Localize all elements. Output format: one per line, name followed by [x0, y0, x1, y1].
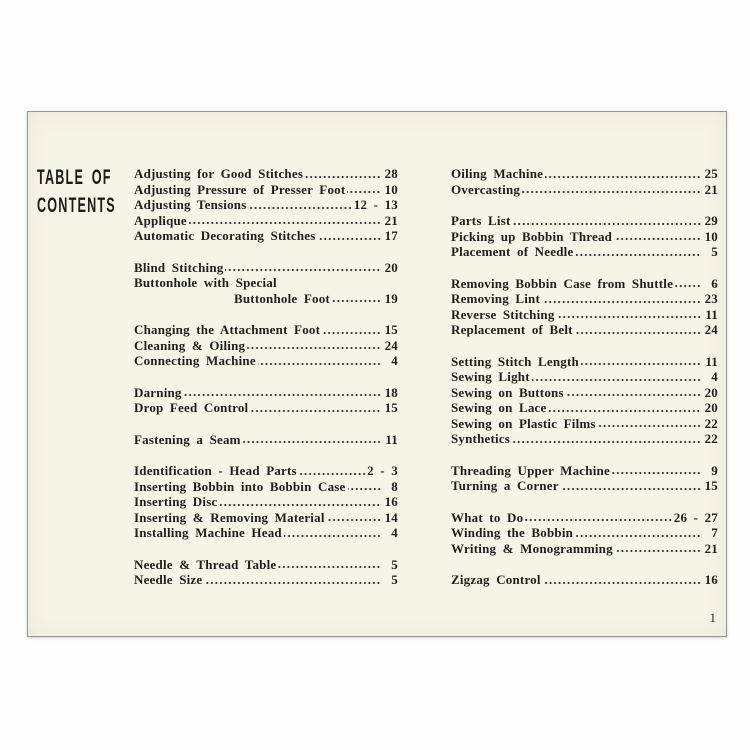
- toc-column-right: [451, 166, 718, 588]
- dot-leader: [348, 487, 382, 491]
- toc-entry-title: Blind Stitching: [134, 259, 224, 275]
- toc-entry-page: 16: [384, 494, 398, 509]
- dot-leader: [299, 472, 366, 476]
- toc-entry: [451, 213, 718, 229]
- toc-group: [134, 385, 398, 416]
- toc-entry: [451, 354, 718, 370]
- toc-entry-title: Threading Upper Machine: [451, 462, 610, 478]
- toc-entry-title: Reverse Stitching: [451, 306, 555, 322]
- toc-entry-title: Fastening a Seam: [134, 431, 241, 447]
- toc-entry-page: 5: [391, 556, 398, 572]
- dot-leader: [575, 331, 701, 335]
- dot-leader: [525, 518, 672, 522]
- toc-entry-page: 20: [704, 384, 718, 400]
- toc-entry-title: Overcasting: [451, 181, 521, 197]
- toc-entry-title: Turning a Corner: [451, 478, 559, 493]
- toc-entry: [451, 166, 718, 182]
- toc-entry-title: Buttonhole with Special: [134, 275, 277, 290]
- page-number: 1: [709, 610, 716, 625]
- toc-entry-page: 14: [384, 509, 398, 525]
- toc-entry-title: Sewing Light: [451, 369, 530, 384]
- toc-entry-title: Inserting Bobbin into Bobbin Case: [134, 478, 346, 494]
- dot-leader: [347, 190, 381, 194]
- toc-entry: [134, 572, 398, 588]
- toc-entry-title: Changing the Attachment Foot: [134, 322, 321, 337]
- toc-entry: [134, 385, 398, 401]
- dot-leader: [250, 409, 381, 413]
- toc-entry-page: 11: [385, 431, 398, 447]
- toc-entry-title: Adjusting for Good Stitches: [134, 166, 304, 181]
- toc-entry: [134, 432, 398, 448]
- dot-leader: [513, 222, 701, 226]
- toc-entry-title: Oiling Machine: [451, 166, 544, 181]
- toc-entry-title: What to Do: [451, 509, 524, 525]
- toc-entry-page: 20: [704, 400, 718, 415]
- dot-leader: [322, 331, 381, 335]
- toc-entry-title: Automatic Decorating Stitches: [134, 228, 316, 243]
- toc-entry: [134, 197, 398, 213]
- toc-group: [451, 354, 718, 447]
- toc-group: [451, 166, 718, 197]
- toc-entry-title: Placement of Needle: [451, 244, 574, 259]
- toc-entry-page: 26 - 27: [673, 509, 718, 525]
- dot-leader: [615, 549, 701, 553]
- dot-leader: [675, 284, 701, 288]
- toc-entry-page: 9: [711, 462, 718, 478]
- toc-entry: [451, 369, 718, 385]
- toc-entry-page: 5: [391, 572, 398, 587]
- toc-group: [451, 276, 718, 338]
- toc-entry-title: Connecting Machine: [134, 353, 256, 368]
- toc-entry-title: Setting Stitch Length: [451, 353, 579, 369]
- toc-entry: [451, 322, 718, 338]
- dot-leader: [189, 221, 381, 225]
- toc-entry-page: 28: [384, 166, 398, 181]
- toc-entry-page: 21: [384, 212, 398, 228]
- toc-entry-title: Synthetics: [451, 431, 511, 446]
- toc-group: [451, 213, 718, 260]
- dot-leader: [184, 393, 381, 397]
- toc-entry-title: Zigzag Control: [451, 572, 541, 587]
- toc-entry-page: 10: [704, 228, 718, 244]
- toc-entry-title: Inserting & Removing Material: [134, 509, 325, 525]
- toc-entry-page: 23: [704, 291, 718, 306]
- toc-entry-page: 22: [704, 415, 718, 431]
- toc-group: [451, 572, 718, 588]
- toc-group: [451, 463, 718, 494]
- dot-leader: [598, 424, 701, 428]
- dot-leader: [612, 471, 701, 475]
- dot-leader: [545, 175, 701, 179]
- toc-entry: [451, 510, 718, 526]
- toc-entry: [451, 416, 718, 432]
- dot-leader: [327, 518, 381, 522]
- dot-leader: [305, 175, 381, 179]
- toc-entry-page: 12 - 13: [353, 197, 398, 212]
- toc-entry-page: 15: [704, 478, 718, 493]
- toc-entry-title: Picking up Bobbin Thread: [451, 228, 613, 244]
- page-title-line1: TABLE OF: [37, 166, 112, 189]
- toc-entry-page: 24: [704, 322, 718, 337]
- toc-entry: [451, 431, 718, 447]
- dot-leader: [522, 190, 701, 194]
- toc-entry-title: Cleaning & Oiling: [134, 337, 246, 353]
- toc-entry-page: 8: [391, 478, 398, 494]
- toc-group: [134, 260, 398, 307]
- toc-entry-page: 16: [704, 572, 718, 587]
- toc-group: [134, 432, 398, 448]
- dot-leader: [581, 362, 701, 366]
- toc-entry: [451, 276, 718, 292]
- toc-entry-page: 11: [705, 306, 718, 322]
- toc-entry: [134, 213, 398, 229]
- dot-leader: [284, 534, 381, 538]
- toc-entry: [134, 525, 398, 541]
- dot-leader: [543, 581, 701, 585]
- toc-entry-title: Sewing on Lace: [451, 400, 547, 415]
- toc-entry: [134, 494, 398, 510]
- toc-entry-page: 4: [391, 353, 398, 368]
- toc-entry: [134, 400, 398, 416]
- dot-leader: [614, 237, 701, 241]
- dot-leader: [243, 440, 381, 444]
- toc-entry: [134, 182, 398, 198]
- dot-leader: [248, 206, 352, 210]
- toc-entry-title: Sewing on Plastic Films: [451, 415, 596, 431]
- page-title-line2: CONTENTS: [37, 194, 116, 217]
- toc-entry: [134, 275, 398, 291]
- dot-leader: [225, 268, 381, 272]
- toc-column-left: [134, 166, 398, 588]
- toc-entry-page: 22: [704, 431, 718, 446]
- toc-entry: [451, 229, 718, 245]
- toc-entry-title: Inserting Disc: [134, 494, 218, 509]
- dot-leader: [278, 565, 381, 569]
- toc-entry: [134, 353, 398, 369]
- toc-entry-page: 10: [384, 181, 398, 197]
- toc-entry: [134, 463, 398, 479]
- toc-group: [134, 463, 398, 541]
- toc-entry-title: Needle Size: [134, 572, 203, 587]
- toc-entry: [134, 260, 398, 276]
- toc-entry-page: 21: [704, 540, 718, 556]
- toc-entry-title: Removing Lint: [451, 291, 541, 306]
- toc-entry: [451, 525, 718, 541]
- toc-entry: [451, 182, 718, 198]
- toc-entry-page: 15: [384, 322, 398, 337]
- toc-entry: [451, 541, 718, 557]
- toc-entry: [451, 478, 718, 494]
- toc-entry-page: 2 - 3: [367, 463, 398, 478]
- toc-entry-page: 21: [704, 181, 718, 197]
- dot-leader: [575, 253, 701, 257]
- toc-entry-title: Adjusting Pressure of Presser Foot: [134, 181, 346, 197]
- toc-entry-page: 15: [384, 400, 398, 415]
- toc-entry-page: 18: [384, 384, 398, 400]
- toc-entry: [134, 291, 398, 307]
- dot-leader: [575, 534, 701, 538]
- toc-entry: [451, 385, 718, 401]
- toc-entry: [451, 244, 718, 260]
- toc-entry: [451, 572, 718, 588]
- dot-leader: [561, 487, 701, 491]
- toc-entry-title: Applique: [134, 212, 187, 228]
- dot-leader: [548, 409, 701, 413]
- toc-group: [134, 557, 398, 588]
- dot-leader: [204, 581, 381, 585]
- dot-leader: [532, 378, 701, 382]
- toc-entry: [134, 166, 398, 182]
- toc-entry-title: Sewing on Buttons: [451, 384, 564, 400]
- dot-leader: [258, 362, 381, 366]
- dot-leader: [542, 300, 701, 304]
- dot-leader: [566, 393, 701, 397]
- toc-entry-page: 25: [704, 166, 718, 181]
- dot-leader: [247, 346, 381, 350]
- dot-leader: [557, 315, 701, 319]
- toc-entry: [451, 307, 718, 323]
- toc-entry-title: Writing & Monogramming: [451, 540, 613, 556]
- toc-entry: [451, 400, 718, 416]
- toc-group: [134, 166, 398, 244]
- toc-entry-page: 7: [711, 525, 718, 540]
- toc-entry-title: Adjusting Tensions: [134, 197, 247, 212]
- toc-entry-page: 4: [711, 369, 718, 384]
- toc-entry-title: Replacement of Belt: [451, 322, 573, 337]
- toc-entry-page: 5: [711, 244, 718, 259]
- toc-entry-title: Identification - Head Parts: [134, 463, 297, 478]
- toc-page: [27, 111, 727, 637]
- toc-entry-page: 17: [384, 228, 398, 243]
- toc-entry-page: 24: [384, 337, 398, 353]
- toc-entry-title: Winding the Bobbin: [451, 525, 574, 540]
- toc-entry-title: Buttonhole Foot: [234, 290, 330, 306]
- toc-group: [451, 510, 718, 557]
- toc-entry: [451, 291, 718, 307]
- toc-entry-page: 19: [384, 290, 398, 306]
- toc-entry: [134, 322, 398, 338]
- toc-entry-title: Removing Bobbin Case from Shuttle: [451, 275, 674, 291]
- toc-entry: [134, 510, 398, 526]
- toc-entry-title: Needle & Thread Table: [134, 556, 277, 572]
- toc-entry: [134, 479, 398, 495]
- toc-entry-title: Darning: [134, 384, 182, 400]
- toc-entry-title: Installing Machine Head: [134, 525, 282, 540]
- toc-entry: [451, 463, 718, 479]
- toc-entry-page: 6: [711, 275, 718, 291]
- toc-entry-page: 11: [705, 353, 718, 369]
- page-title: [37, 164, 116, 220]
- toc-entry-page: 29: [704, 213, 718, 228]
- toc-entry: [134, 228, 398, 244]
- dot-leader: [332, 299, 381, 303]
- toc-entry: [134, 338, 398, 354]
- toc-entry-page: 4: [391, 525, 398, 540]
- toc-group: [134, 322, 398, 369]
- dot-leader: [318, 237, 382, 241]
- toc-entry-title: Parts List: [451, 213, 511, 228]
- toc-entry-title: Drop Feed Control: [134, 400, 249, 415]
- dot-leader: [219, 503, 381, 507]
- toc-entry-page: 20: [384, 259, 398, 275]
- dot-leader: [512, 440, 701, 444]
- toc-entry: [134, 557, 398, 573]
